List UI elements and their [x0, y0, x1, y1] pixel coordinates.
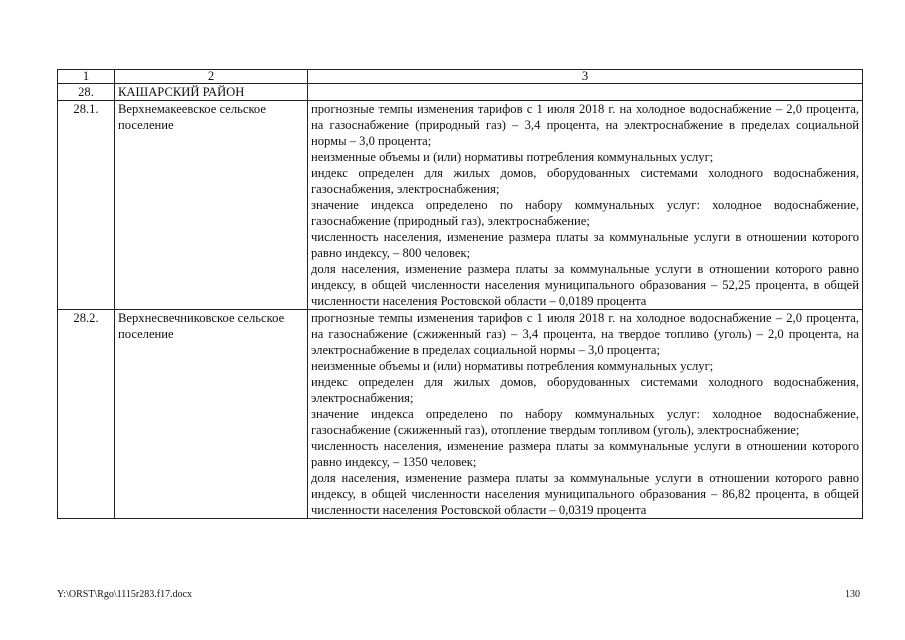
district-name: КАШАРСКИЙ РАЙОН	[115, 84, 308, 101]
settlement-name: Верхнемакеевское сельское поселение	[115, 101, 308, 310]
district-empty-cell	[308, 84, 863, 101]
header-col-3: 3	[308, 70, 863, 84]
table-row	[58, 310, 863, 519]
paragraph: прогнозные темпы изменения тарифов с 1 июля 2018 г. на холодное водоснабжение – 2,0 процента, на газоснабжение (сжиженный газ) – 3,4 процента, на твердое топливо (уголь) – 2,0 процента, на электроснабжение в пределах социальной нормы – 3,0 процента;	[311, 311, 859, 357]
paragraph: значение индекса определено по набору коммунальных услуг: холодное водоснабжение, газоснабжение (природный газ), электроснабжение;	[311, 198, 859, 228]
row-number: 28.1.	[58, 101, 115, 310]
paragraph: численность населения, изменение размера платы за коммунальные услуги в отношении которого равно индексу, – 1350 человек;	[311, 439, 859, 469]
footer-file-path: Y:\ORST\Rgo\1115r283.f17.docx	[57, 589, 193, 600]
paragraph: доля населения, изменение размера платы за коммунальные услуги в отношении которого равно индексу, в общей численности населения муниципального образования – 52,25 процента, в общей численности населения Ростовской области – 0,0189 процента	[311, 262, 859, 308]
row-description	[308, 310, 863, 519]
table-header-row	[58, 70, 863, 84]
paragraph: численность населения, изменение размера платы за коммунальные услуги в отношении которого равно индексу, – 800 человек;	[311, 230, 859, 260]
row-number: 28.2.	[58, 310, 115, 519]
district-row	[58, 84, 863, 101]
paragraph: доля населения, изменение размера платы за коммунальные услуги в отношении которого равно индексу, в общей численности населения муниципального образования – 86,82 процента, в общей численности населения Ростовской области – 0,0319 процента	[311, 471, 859, 517]
table-row	[58, 101, 863, 310]
footer-page-number: 130	[845, 589, 860, 600]
paragraph: неизменные объемы и (или) нормативы потребления коммунальных услуг;	[311, 150, 714, 164]
paragraph: индекс определен для жилых домов, оборудованных системами холодного водоснабжения, газоснабжения, электроснабжения;	[311, 166, 859, 196]
settlement-name: Верхнесвечниковское сельское поселение	[115, 310, 308, 519]
paragraph: значение индекса определено по набору коммунальных услуг: холодное водоснабжение, газоснабжение (сжиженный газ), отопление твердым топливом (уголь), электроснабжение;	[311, 407, 859, 437]
tariff-index-table	[57, 69, 863, 519]
district-number: 28.	[58, 84, 115, 101]
paragraph: прогнозные темпы изменения тарифов с 1 июля 2018 г. на холодное водоснабжение – 2,0 процента, на газоснабжение (природный газ) – 3,4 процента, на электроснабжение в пределах социальной нормы – 3,0 процента;	[311, 102, 859, 148]
paragraph: неизменные объемы и (или) нормативы потребления коммунальных услуг;	[311, 359, 714, 373]
row-description	[308, 101, 863, 310]
header-col-1: 1	[58, 70, 115, 84]
paragraph: индекс определен для жилых домов, оборудованных системами холодного водоснабжения, электроснабжения;	[311, 375, 859, 405]
header-col-2: 2	[115, 70, 308, 84]
